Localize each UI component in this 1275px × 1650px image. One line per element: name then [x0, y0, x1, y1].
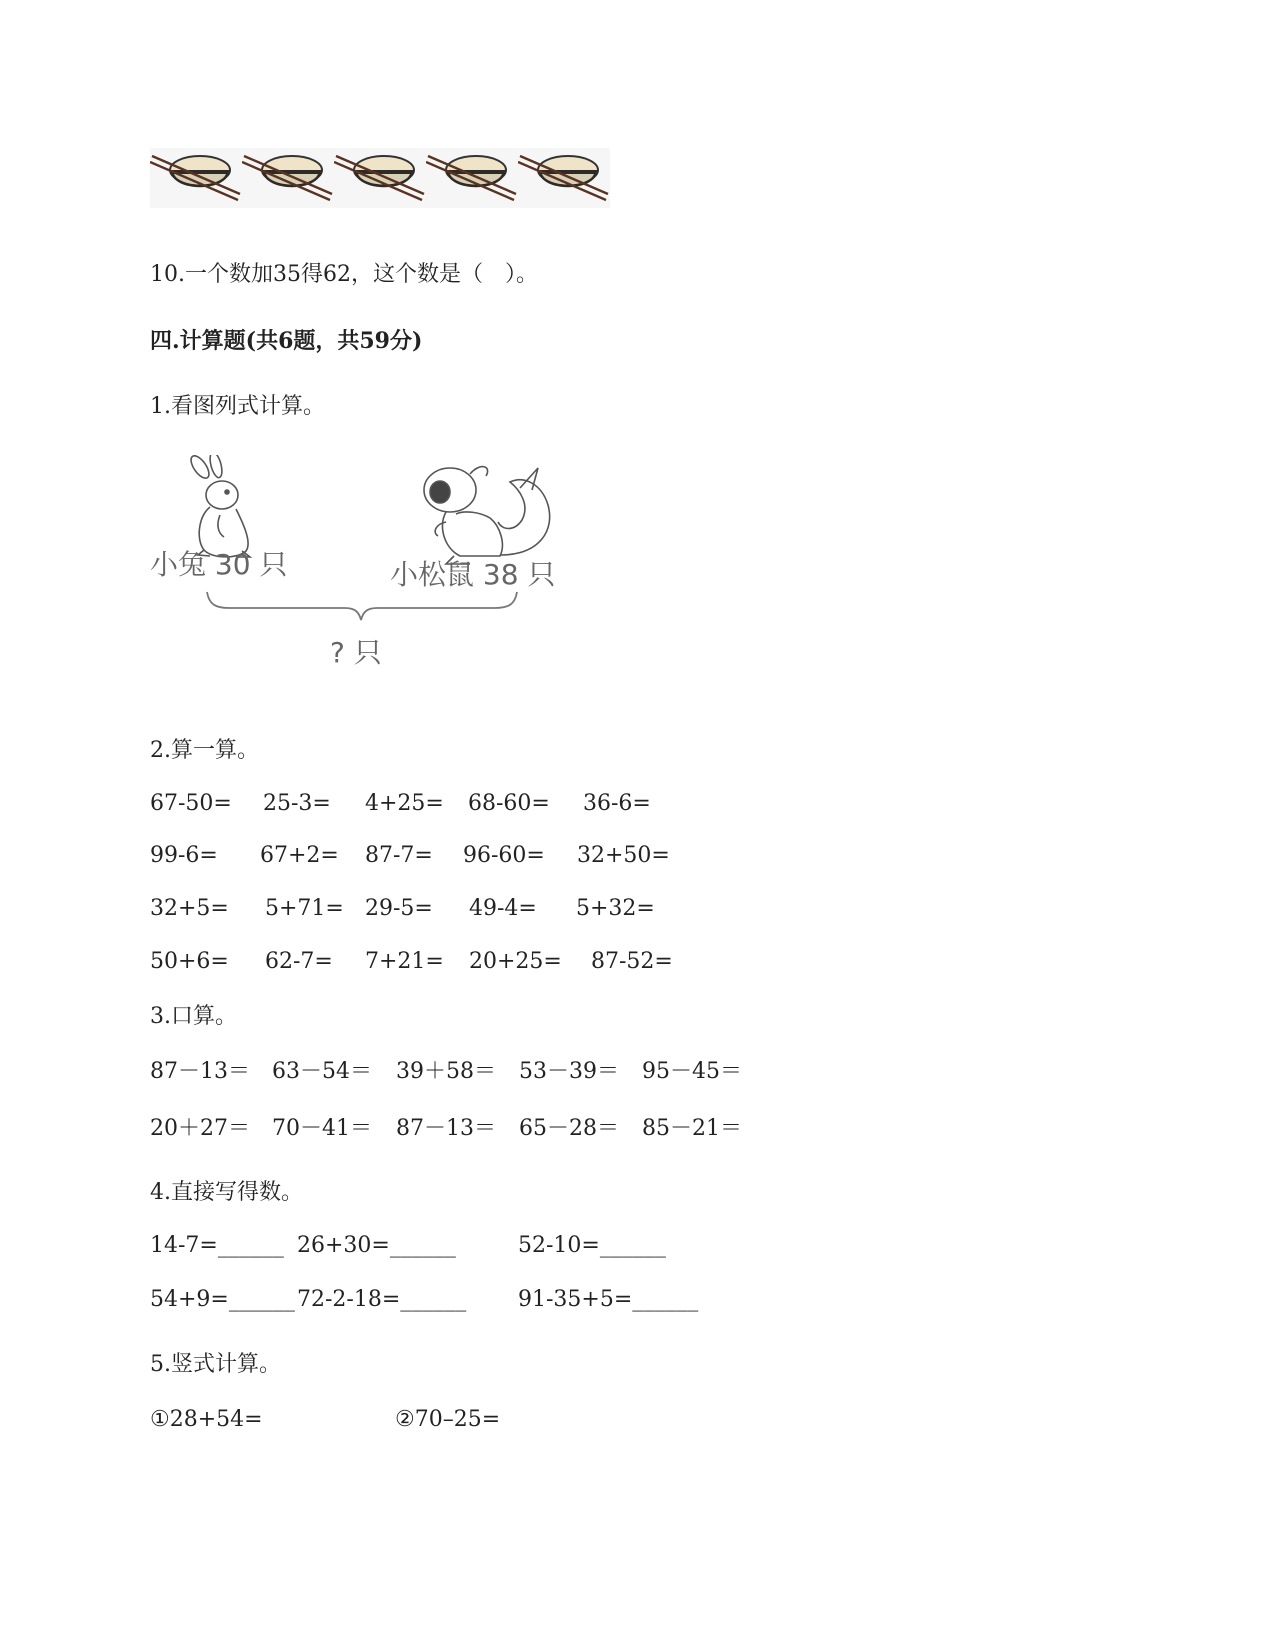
fill-answer-problem-item: 72-2-18=______ — [297, 1287, 467, 1312]
fill-answer-problem-item: 91-35+5=______ — [518, 1287, 699, 1312]
mental-calc-problem-item: 85－21＝ — [642, 1116, 742, 1141]
bowl-chopsticks-icon — [242, 148, 334, 208]
arithmetic-problem-item: 32+50= — [577, 843, 670, 868]
bowl-chopsticks-icon — [426, 148, 518, 208]
question-1-title: 1.看图列式计算。 — [150, 394, 325, 419]
bowl-chopsticks-icon — [334, 148, 426, 208]
mental-calc-problem-item: 87－13＝ — [150, 1059, 250, 1084]
arithmetic-problem-item: 20+25= — [469, 949, 562, 974]
arithmetic-problem-item: 99-6= — [150, 843, 218, 868]
arithmetic-problem-item: 67+2= — [260, 843, 339, 868]
fill-answer-problem-item: 14-7=______ — [150, 1233, 284, 1258]
section-title: 四.计算题(共6题，共59分) — [150, 328, 423, 354]
arithmetic-problem-item: 96-60= — [463, 843, 545, 868]
arithmetic-problem-item: 7+21= — [365, 949, 444, 974]
fill-answer-problem-item: 52-10=______ — [518, 1233, 666, 1258]
arithmetic-problem-item: 62-7= — [265, 949, 333, 974]
question-2-title: 2.算一算。 — [150, 738, 259, 763]
mental-calc-problem-item: 63－54＝ — [272, 1059, 372, 1084]
rabbit-squirrel-figure — [150, 455, 590, 705]
arithmetic-problem-item: 4+25= — [365, 791, 444, 816]
fill-answer-problem-item: 54+9=______ — [150, 1287, 295, 1312]
arithmetic-problem-item: 67-50= — [150, 791, 232, 816]
arithmetic-problem-item: 68-60= — [468, 791, 550, 816]
vertical-calc-item-2: ②70–25= — [395, 1407, 501, 1432]
question-5-title: 5.竖式计算。 — [150, 1352, 281, 1377]
mental-calc-problem-item: 20＋27＝ — [150, 1116, 250, 1141]
arithmetic-problem-item: 32+5= — [150, 896, 229, 921]
bowls-image — [150, 148, 610, 208]
bowl-chopsticks-icon — [150, 148, 242, 208]
arithmetic-problem-item: 29-5= — [365, 896, 433, 921]
vertical-calc-item-1: ①28+54= — [150, 1407, 263, 1432]
arithmetic-problem-item: 5+71= — [265, 896, 344, 921]
squirrel-count-label: 小松鼠 38 只 — [390, 558, 556, 591]
question-3-title: 3.口算。 — [150, 1004, 237, 1029]
question-4-title: 4.直接写得数。 — [150, 1180, 303, 1205]
mental-calc-problem-item: 39＋58＝ — [396, 1059, 496, 1084]
arithmetic-problem-item: 87-52= — [591, 949, 673, 974]
arithmetic-problem-item: 49-4= — [469, 896, 537, 921]
mental-calc-problem-item: 87－13＝ — [396, 1116, 496, 1141]
mental-calc-problem-item: 65－28＝ — [519, 1116, 619, 1141]
mental-calc-problem-item: 95－45＝ — [642, 1059, 742, 1084]
arithmetic-problem-item: 25-3= — [263, 791, 331, 816]
mental-calc-problem-item: 53－39＝ — [519, 1059, 619, 1084]
question-10: 10.一个数加35得62，这个数是（ ）。 — [150, 262, 538, 287]
fill-answer-problem-item: 26+30=______ — [297, 1233, 456, 1258]
arithmetic-problem-item: 87-7= — [365, 843, 433, 868]
bowl-chopsticks-icon — [518, 148, 610, 208]
total-unknown-label: ? 只 — [330, 636, 382, 669]
arithmetic-problem-item: 50+6= — [150, 949, 229, 974]
rabbit-count-label: 小兔 30 只 — [150, 548, 288, 581]
mental-calc-problem-item: 70－41＝ — [272, 1116, 372, 1141]
total-brace — [205, 590, 525, 630]
arithmetic-problem-item: 5+32= — [576, 896, 655, 921]
arithmetic-problem-item: 36-6= — [583, 791, 651, 816]
